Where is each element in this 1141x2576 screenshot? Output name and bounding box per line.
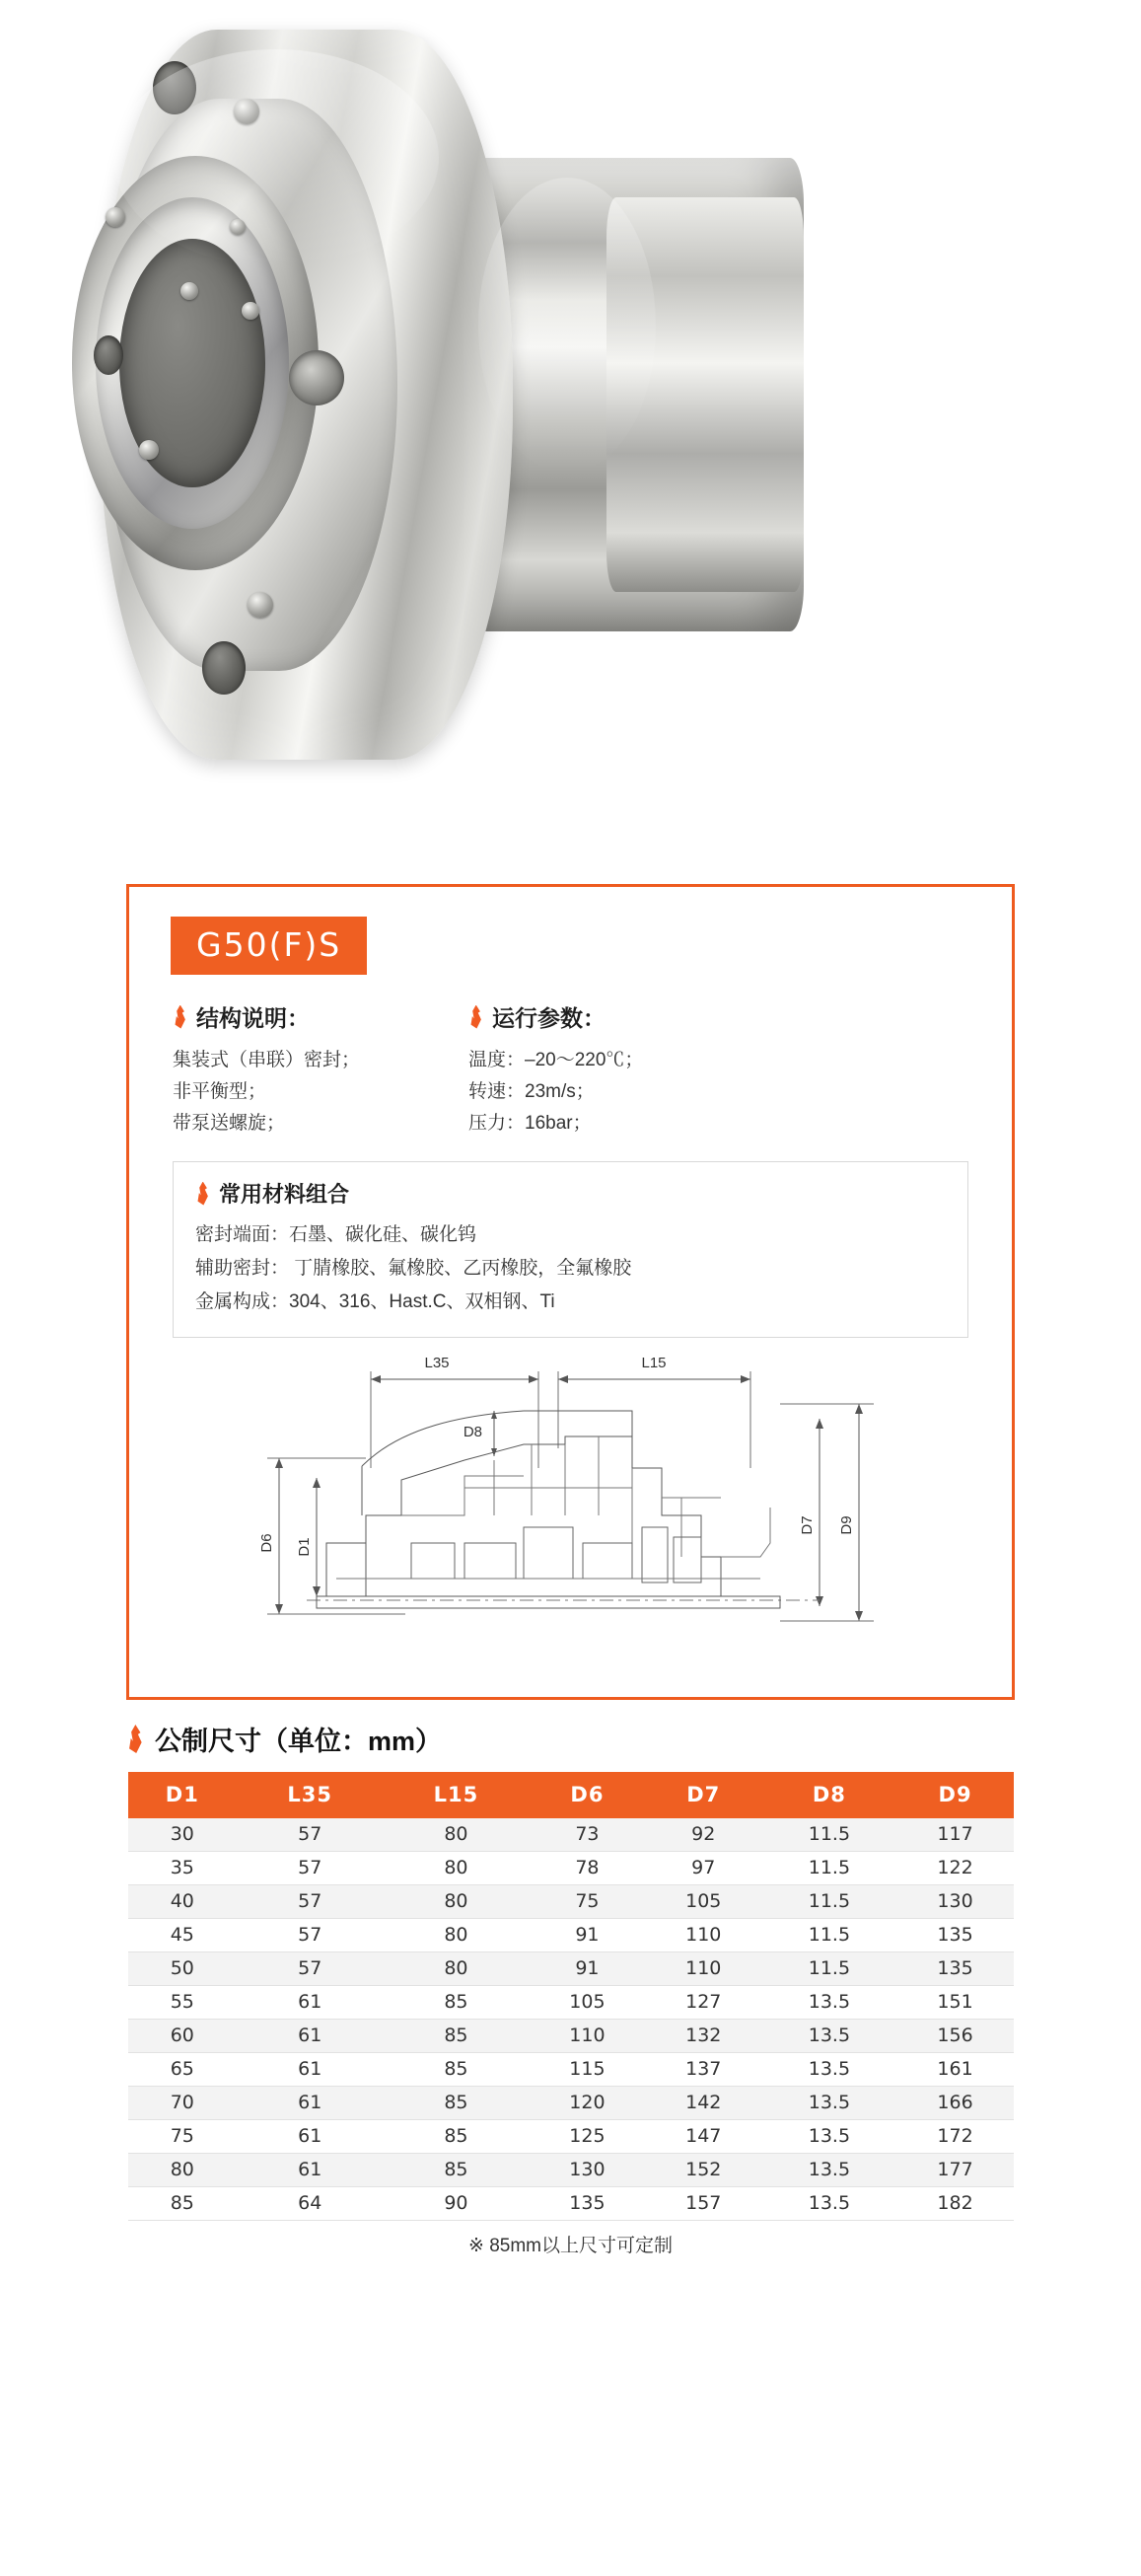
cell-d9: 135 bbox=[897, 1919, 1014, 1952]
column-header-d9: D9 bbox=[897, 1772, 1014, 1818]
cell-d9: 156 bbox=[897, 2020, 1014, 2053]
column-header-d8: D8 bbox=[761, 1772, 896, 1818]
materials-heading bbox=[195, 1178, 948, 1209]
operation-line: 转速：23m/s； bbox=[468, 1081, 595, 1102]
hex-bolt bbox=[234, 99, 259, 124]
cell-d8: 11.5 bbox=[761, 1919, 896, 1952]
materials-heading-label: 常用材料组合 bbox=[219, 1182, 350, 1207]
bolt-hole bbox=[94, 335, 123, 375]
cell-d6: 135 bbox=[530, 2187, 646, 2221]
metric-heading-label: 公制尺寸（单位：mm） bbox=[155, 1727, 443, 1756]
cell-d1: 30 bbox=[128, 1818, 238, 1852]
cell-l35: 64 bbox=[237, 2187, 383, 2221]
operation-line: 温度：–20～220℃； bbox=[468, 1050, 644, 1070]
cell-d9: 177 bbox=[897, 2154, 1014, 2187]
cell-d6: 105 bbox=[530, 1986, 646, 2020]
cell-l15: 80 bbox=[383, 1818, 529, 1852]
table-row bbox=[128, 1885, 1014, 1919]
table-note: ※ 85mm以上尺寸可定制 bbox=[468, 2236, 673, 2256]
cell-d6: 78 bbox=[530, 1852, 646, 1885]
cell-d6: 115 bbox=[530, 2053, 646, 2087]
cell-l35: 57 bbox=[237, 1818, 383, 1852]
cell-l35: 57 bbox=[237, 1852, 383, 1885]
cell-d1: 75 bbox=[128, 2120, 238, 2154]
cell-d1: 85 bbox=[128, 2187, 238, 2221]
cell-l15: 85 bbox=[383, 2053, 529, 2087]
table-row bbox=[128, 2020, 1014, 2053]
dimensions-table bbox=[128, 1772, 1014, 2221]
cell-l15: 85 bbox=[383, 2087, 529, 2120]
cell-d8: 11.5 bbox=[761, 1818, 896, 1852]
dim-label-l35: L35 bbox=[424, 1355, 450, 1371]
flame-icon bbox=[195, 1182, 209, 1206]
structure-line: 非平衡型； bbox=[173, 1081, 267, 1102]
cell-d6: 91 bbox=[530, 1952, 646, 1986]
bolt-hole bbox=[202, 641, 246, 695]
operation-column bbox=[468, 1000, 823, 1140]
column-header-l15: L15 bbox=[383, 1772, 529, 1818]
spec-columns bbox=[173, 1000, 1012, 1140]
cell-d9: 130 bbox=[897, 1885, 1014, 1919]
stepped-ring bbox=[606, 197, 804, 592]
structure-column bbox=[173, 1000, 468, 1140]
cell-l15: 85 bbox=[383, 1986, 529, 2020]
table-row bbox=[128, 2154, 1014, 2187]
table-row bbox=[128, 2087, 1014, 2120]
cell-d9: 122 bbox=[897, 1852, 1014, 1885]
cell-d9: 182 bbox=[897, 2187, 1014, 2221]
dim-label-d7: D7 bbox=[799, 1515, 816, 1535]
column-header-d7: D7 bbox=[645, 1772, 761, 1818]
cell-d1: 60 bbox=[128, 2020, 238, 2053]
hex-bolt bbox=[180, 282, 198, 300]
cell-d6: 130 bbox=[530, 2154, 646, 2187]
hex-bolt bbox=[248, 592, 273, 618]
cell-l35: 57 bbox=[237, 1919, 383, 1952]
cell-l15: 85 bbox=[383, 2154, 529, 2187]
dim-label-d8: D8 bbox=[463, 1424, 482, 1440]
cell-l15: 80 bbox=[383, 1919, 529, 1952]
dim-label-l15: L15 bbox=[641, 1355, 667, 1371]
drawing-svg bbox=[169, 1350, 1017, 1675]
operation-line: 压力：16bar； bbox=[468, 1113, 592, 1134]
cell-d8: 13.5 bbox=[761, 2120, 896, 2154]
cell-d1: 40 bbox=[128, 1885, 238, 1919]
cell-d7: 142 bbox=[645, 2087, 761, 2120]
cell-l15: 85 bbox=[383, 2020, 529, 2053]
hex-bolt bbox=[242, 302, 259, 320]
hex-bolt bbox=[230, 219, 246, 235]
cell-d8: 11.5 bbox=[761, 1885, 896, 1919]
flame-icon bbox=[173, 1005, 186, 1029]
cell-l35: 61 bbox=[237, 2020, 383, 2053]
cell-d1: 80 bbox=[128, 2154, 238, 2187]
cell-d6: 91 bbox=[530, 1919, 646, 1952]
cell-d7: 105 bbox=[645, 1885, 761, 1919]
cell-d7: 127 bbox=[645, 1986, 761, 2020]
cell-l35: 61 bbox=[237, 2053, 383, 2087]
cell-d8: 13.5 bbox=[761, 2053, 896, 2087]
model-badge: G50(F)S bbox=[171, 917, 367, 975]
cell-d9: 161 bbox=[897, 2053, 1014, 2087]
cell-d1: 70 bbox=[128, 2087, 238, 2120]
cell-d9: 117 bbox=[897, 1818, 1014, 1852]
table-row bbox=[128, 1986, 1014, 2020]
table-row bbox=[128, 1818, 1014, 1852]
materials-row: 辅助密封： 丁腈橡胶、氟橡胶、乙丙橡胶，全氟橡胶 bbox=[195, 1258, 632, 1279]
table-row bbox=[128, 2053, 1014, 2087]
spec-panel bbox=[126, 884, 1015, 1700]
table-row bbox=[128, 1919, 1014, 1952]
table-row bbox=[128, 2120, 1014, 2154]
cell-l35: 61 bbox=[237, 2154, 383, 2187]
cell-d7: 157 bbox=[645, 2187, 761, 2221]
hex-bolt bbox=[139, 440, 159, 460]
column-header-l35: L35 bbox=[237, 1772, 383, 1818]
bolt-hole bbox=[153, 61, 196, 114]
cell-l15: 80 bbox=[383, 1952, 529, 1986]
cell-d6: 125 bbox=[530, 2120, 646, 2154]
mechanical-seal-illustration bbox=[54, 10, 804, 789]
cell-d1: 55 bbox=[128, 1986, 238, 2020]
flame-icon bbox=[126, 1725, 143, 1753]
cell-d6: 75 bbox=[530, 1885, 646, 1919]
cell-d8: 13.5 bbox=[761, 2187, 896, 2221]
cell-d6: 120 bbox=[530, 2087, 646, 2120]
cell-d8: 13.5 bbox=[761, 2020, 896, 2053]
cell-d1: 35 bbox=[128, 1852, 238, 1885]
cell-d6: 110 bbox=[530, 2020, 646, 2053]
cell-d1: 65 bbox=[128, 2053, 238, 2087]
column-header-d1: D1 bbox=[128, 1772, 238, 1818]
cell-d6: 73 bbox=[530, 1818, 646, 1852]
cell-d1: 45 bbox=[128, 1919, 238, 1952]
cell-d1: 50 bbox=[128, 1952, 238, 1986]
cell-l35: 61 bbox=[237, 2087, 383, 2120]
flame-icon bbox=[468, 1005, 482, 1029]
product-photo bbox=[54, 10, 804, 799]
materials-row: 金属构成：304、316、Hast.C、双相钢、Ti bbox=[195, 1291, 555, 1312]
operation-heading-label: 运行参数： bbox=[492, 1005, 606, 1031]
table-row bbox=[128, 1952, 1014, 1986]
cell-l15: 80 bbox=[383, 1885, 529, 1919]
structure-line: 带泵送螺旋； bbox=[173, 1113, 286, 1134]
table-row bbox=[128, 2187, 1014, 2221]
column-header-d6: D6 bbox=[530, 1772, 646, 1818]
cell-d7: 152 bbox=[645, 2154, 761, 2187]
metric-heading bbox=[126, 1720, 1141, 1758]
hex-bolt bbox=[106, 207, 125, 227]
table-row bbox=[128, 1852, 1014, 1885]
cell-d9: 166 bbox=[897, 2087, 1014, 2120]
structure-line: 集装式（串联）密封； bbox=[173, 1050, 361, 1070]
cell-l15: 85 bbox=[383, 2120, 529, 2154]
dim-label-d6: D6 bbox=[258, 1533, 275, 1553]
cell-d7: 110 bbox=[645, 1952, 761, 1986]
cell-d8: 11.5 bbox=[761, 1952, 896, 1986]
cell-d7: 110 bbox=[645, 1919, 761, 1952]
cell-d7: 132 bbox=[645, 2020, 761, 2053]
cell-l15: 80 bbox=[383, 1852, 529, 1885]
structure-heading-label: 结构说明： bbox=[196, 1005, 310, 1031]
cell-d7: 97 bbox=[645, 1852, 761, 1885]
cell-l35: 57 bbox=[237, 1885, 383, 1919]
cell-d8: 13.5 bbox=[761, 2087, 896, 2120]
operation-heading bbox=[468, 1000, 823, 1033]
cell-d8: 13.5 bbox=[761, 1986, 896, 2020]
cell-d7: 147 bbox=[645, 2120, 761, 2154]
cell-l35: 57 bbox=[237, 1952, 383, 1986]
cell-d9: 151 bbox=[897, 1986, 1014, 2020]
structure-heading bbox=[173, 1000, 468, 1033]
cell-d8: 13.5 bbox=[761, 2154, 896, 2187]
cell-l35: 61 bbox=[237, 1986, 383, 2020]
cell-d8: 11.5 bbox=[761, 1852, 896, 1885]
cell-l15: 90 bbox=[383, 2187, 529, 2221]
cell-d7: 137 bbox=[645, 2053, 761, 2087]
flush-port bbox=[289, 350, 344, 405]
technical-drawing bbox=[169, 1350, 972, 1675]
dim-label-d9: D9 bbox=[838, 1515, 855, 1535]
cell-d9: 135 bbox=[897, 1952, 1014, 1986]
cell-l35: 61 bbox=[237, 2120, 383, 2154]
materials-box bbox=[173, 1161, 968, 1338]
table-header-row bbox=[128, 1772, 1014, 1818]
materials-row: 密封端面：石墨、碳化硅、碳化钨 bbox=[195, 1224, 477, 1245]
cell-d9: 172 bbox=[897, 2120, 1014, 2154]
product-photo-area bbox=[0, 0, 1141, 868]
dim-label-d1: D1 bbox=[296, 1537, 313, 1557]
cell-d7: 92 bbox=[645, 1818, 761, 1852]
